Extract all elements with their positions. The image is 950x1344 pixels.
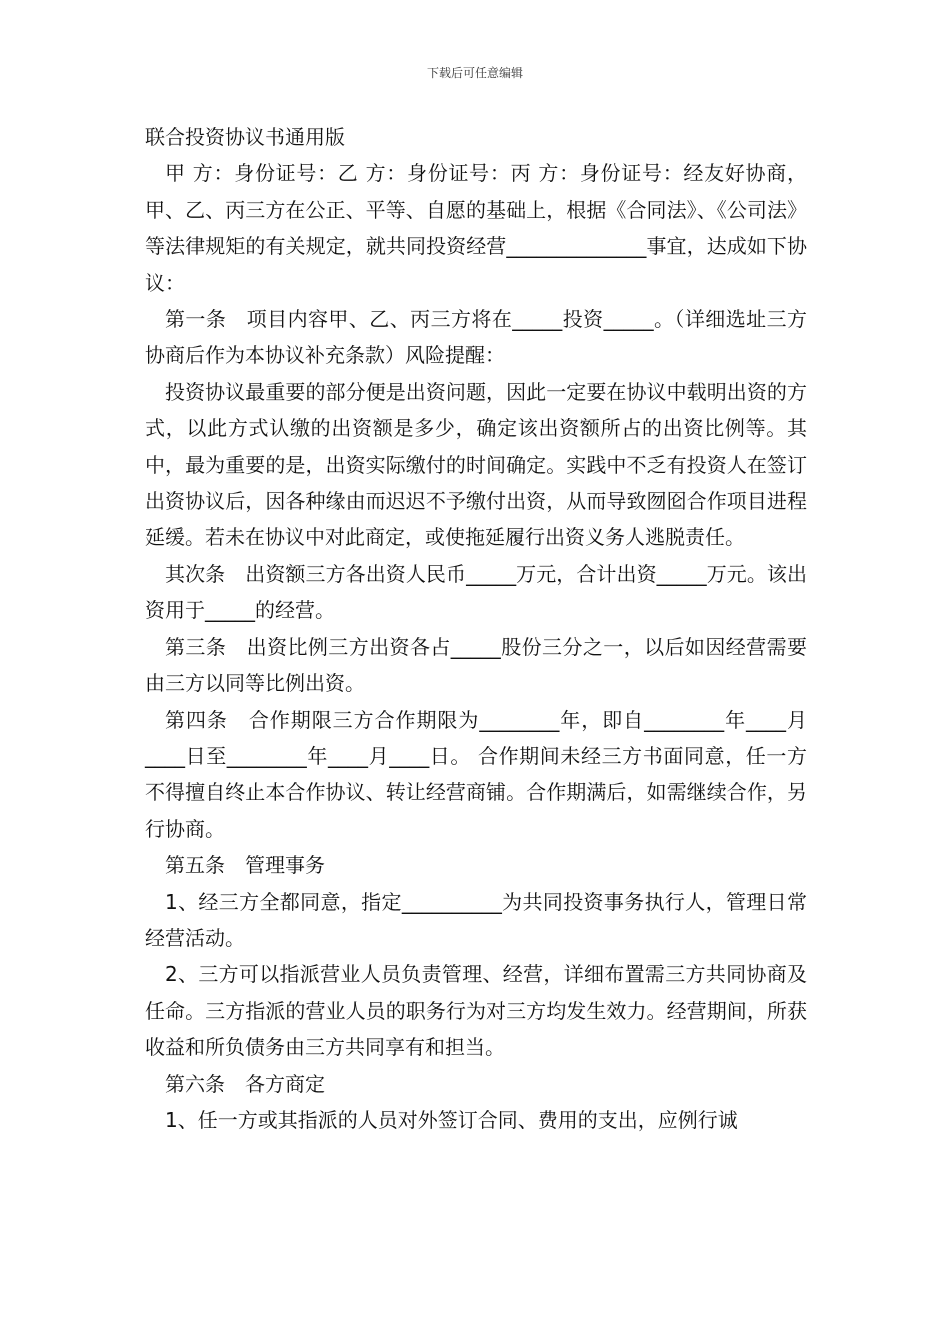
- paragraph-article-5-heading: 第五条 管理事务: [165, 853, 325, 878]
- paragraph-article-5-item-2: 2、三方可以指派营业人员负责管理、经营，详细布置需三方共同协商及任命。三方指派的营业人员的职务行为对三方均发生效力。经营期间，所获收益和所负债务由三方共同享有和担当。: [145, 962, 807, 1060]
- paragraph-article-6-heading: 第六条 各方商定: [165, 1071, 325, 1096]
- document-body: [145, 119, 807, 1138]
- paragraph-article-6-item-1: 1、任一方或其指派的人员对外签订合同、费用的支出，应例行诚: [165, 1107, 738, 1132]
- paragraph-article-4: 第四条 合作期限三方合作期限为________年，即自________年____月____日至________年____月____日。 合作期间未经三方书面同意，任一方不得擅自终止本合作协议、转让经营商铺。合作期满后，如需继续合作，另行协商。: [145, 707, 807, 841]
- paragraph-article-2: 其次条 出资额三方各出资人民币_____万元，合计出资_____万元。该出资用于_____的经营。: [145, 561, 807, 623]
- header-note: 下载后可任意编辑: [426, 66, 523, 80]
- document-title: 联合投资协议书通用版: [145, 125, 345, 149]
- paragraph-article-5-item-1: 1、经三方全都同意，指定__________为共同投资事务执行人，管理日常经营活动。: [145, 889, 807, 950]
- paragraph-risk-note: 投资协议最重要的部分便是出资问题，因此一定要在协议中载明出资的方式，以此方式认缴的出资额是多少，确定该出资额所占的出资比例等。其中，最为重要的是，出资实际缴付的时间确定。实践中不乏有投资人在签订出资协议后，因各种缘由而迟迟不予缴付出资，从而导致囫囵合作项目进程延缓。若未在协议中对此商定，或使拖延履行出资义务人逃脱责任。: [145, 379, 807, 550]
- paragraph-article-1: 第一条 项目内容甲、乙、丙三方将在_____投资_____。（详细选址三方协商后作为本协议补充条款）风险提醒：: [145, 307, 807, 368]
- paragraph-article-3: 第三条 出资比例三方出资各占_____股份三分之一，以后如因经营需要由三方以同等比例出资。: [145, 634, 807, 696]
- paragraph-parties: 甲 方：身份证号：乙 方：身份证号：丙 方：身份证号：经友好协商，甲、乙、丙三方在公正、平等、自愿的基础上，根据《合同法》、《公司法》等法律规矩的有关规定，就共同投资经营______________事宜，达成如下协议：: [145, 161, 807, 295]
